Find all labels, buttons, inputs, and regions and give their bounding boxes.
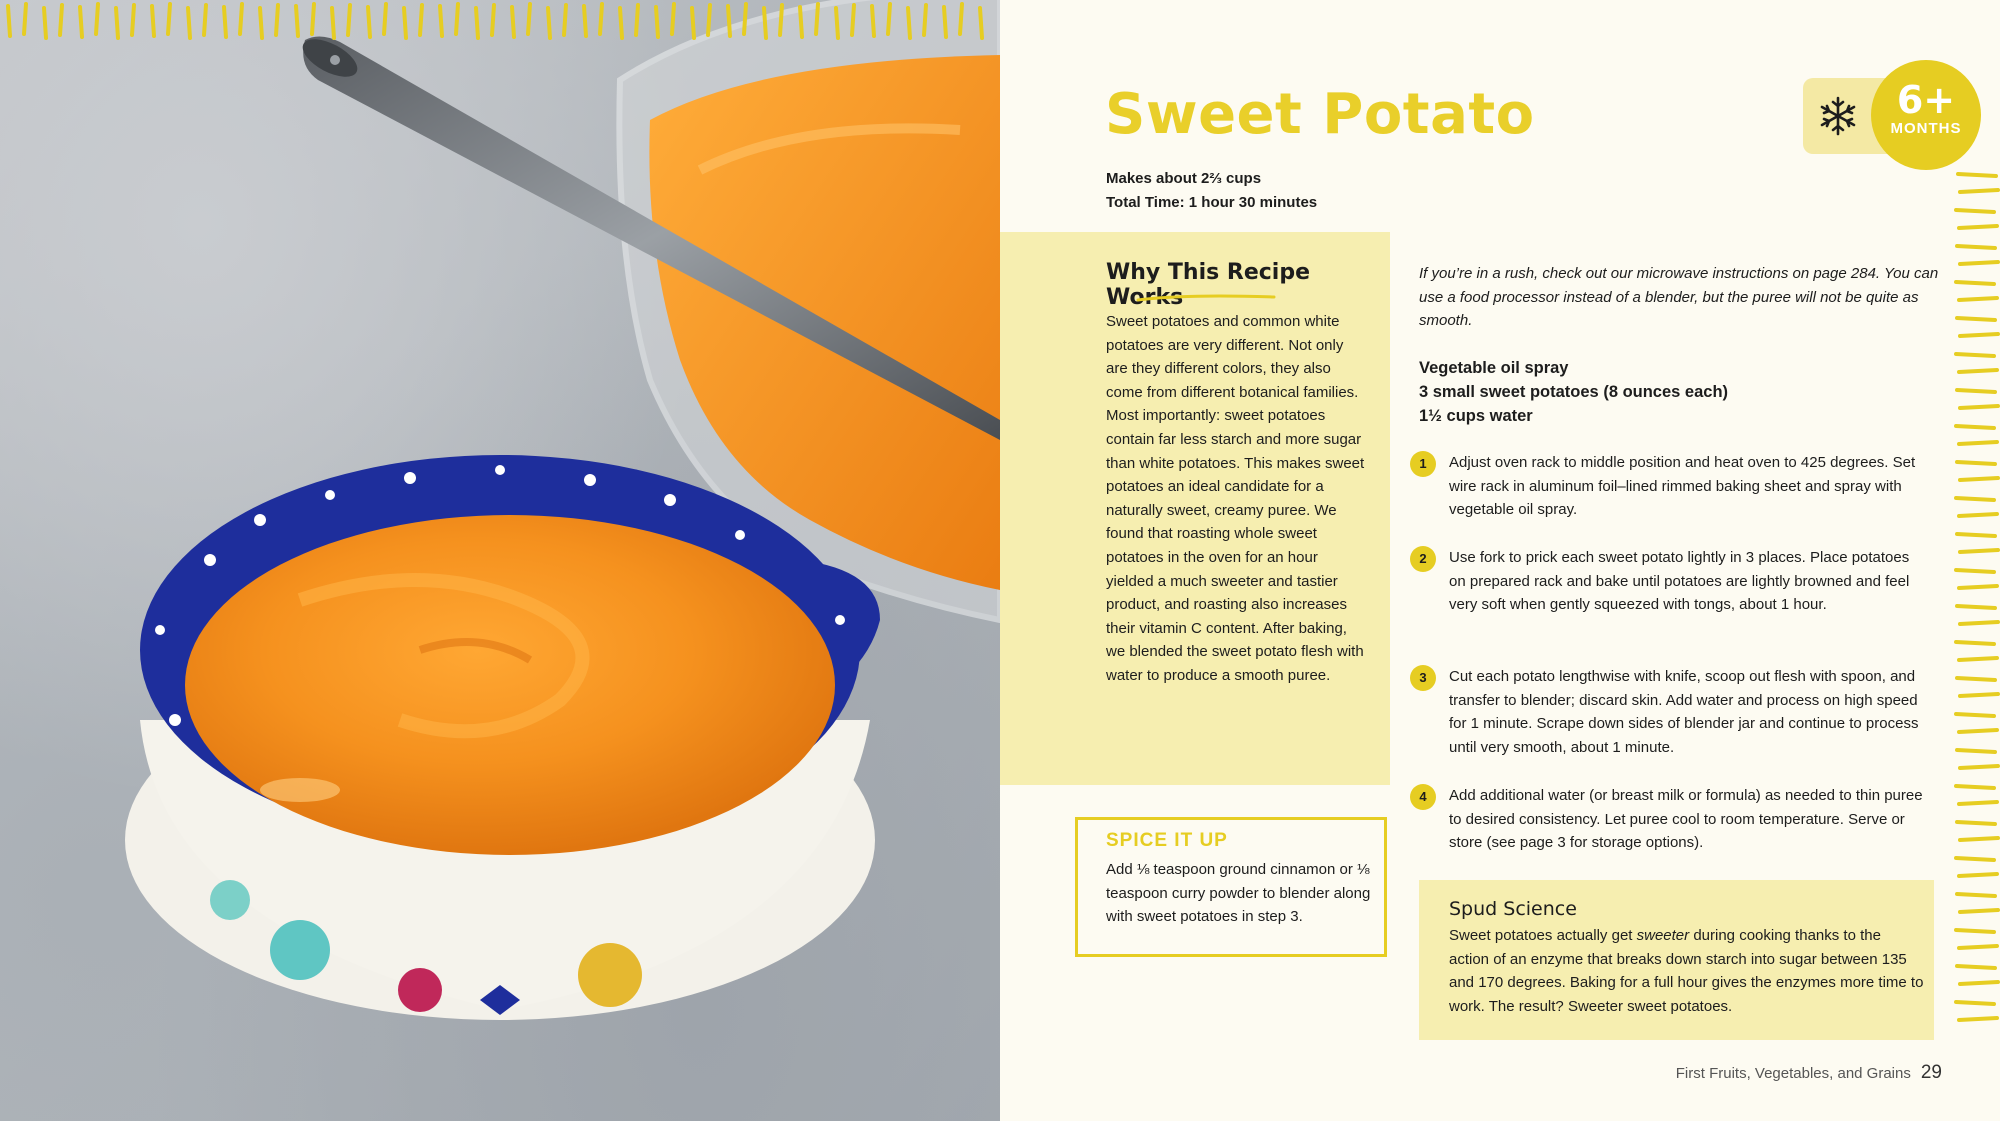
spice-text: Add ⅛ teaspoon ground cinnamon or ⅛ teaspoon curry powder to blender along with sweet potatoes in step 3. <box>1106 861 1371 926</box>
decorative-ticks-bottom <box>0 0 1000 40</box>
age-circle <box>1871 60 1981 170</box>
step-text: Cut each potato lengthwise with knife, scoop out flesh with spoon, and transfer to blender; discard skin. Add water and process on high speed for 1 minute. Scrape down sides of blender jar and continue to process until very smooth, about 1 minute. <box>1449 668 1919 756</box>
ingredient-item: 1½ cups water <box>1419 407 1533 425</box>
age-badge <box>1803 60 1981 170</box>
ingredient-list <box>1419 356 1728 428</box>
why-this-recipe-works-box <box>1000 232 1390 785</box>
recipe-yield: Makes about 2⅔ cups <box>1106 170 1262 187</box>
step-number: 3 <box>1410 665 1436 691</box>
spud-science-box <box>1419 880 1934 1040</box>
step-text: Add additional water (or breast milk or formula) as needed to thin puree to desired consistency. Let puree cool to room temperature. Serve or store (see page 3 for storage options). <box>1449 787 1923 852</box>
bowl <box>125 455 880 1020</box>
why-text: Sweet potatoes and common white potatoes are very different. Not only are they different colors, they also come from different botanical families. Most importantly: sweet potatoes contain far less starch and more sugar than white potatoes. This makes sweet potatoes an ideal candidate for a naturally sweet, creamy puree. We found that roasting whole sweet potatoes in the oven for an hour yielded a much sweeter and tastier product, and roasting also increases their vitamin C content. After baking, we blended the sweet potato flesh with water to produce a smooth puree. <box>1106 313 1365 684</box>
step-number: 2 <box>1410 546 1436 572</box>
step-1 <box>1410 451 1930 522</box>
step-2 <box>1410 546 1930 617</box>
spice-title: SPICE IT UP <box>1106 830 1228 851</box>
ingredient-item: 3 small sweet potatoes (8 ounces each) <box>1419 383 1729 401</box>
page-footer <box>1676 1062 1942 1084</box>
step-4 <box>1410 784 1930 855</box>
recipe-intro: If you’re in a rush, check out our microwave instructions on page 284. You can use a food processor instead of a blender, but the puree will not be quite as smooth. <box>1419 265 1939 330</box>
chapter-name: First Fruits, Vegetables, and Grains <box>1675 1065 1911 1082</box>
decorative-ticks-right <box>1952 170 2000 1040</box>
age-unit: MONTHS <box>1890 120 1962 137</box>
decorative-underline <box>1136 292 1276 304</box>
step-number: 4 <box>1410 784 1436 810</box>
step-3 <box>1410 665 1930 759</box>
step-number: 1 <box>1410 451 1436 477</box>
ingredient-item: Vegetable oil spray <box>1419 359 1569 377</box>
science-text-emphasis: sweeter <box>1636 927 1690 944</box>
science-title: Spud Science <box>1449 898 1577 920</box>
step-text: Adjust oven rack to middle position and heat oven to 425 degrees. Set wire rack in aluminum foil–lined rimmed baking sheet and spray with vegetable oil spray. <box>1449 454 1916 519</box>
spice-it-up-box <box>1075 817 1387 957</box>
step-text: Use fork to prick each sweet potato lightly in 3 places. Place potatoes on prepared rack and bake until potatoes are lightly browned and feel very soft when gently squeezed with tongs, about 1 hour. <box>1449 549 1910 614</box>
why-title: Why This Recipe Works <box>1106 260 1311 310</box>
science-text <box>1449 924 1924 1018</box>
snowflake-icon <box>1819 96 1857 136</box>
recipe-title: Sweet Potato <box>1105 82 1535 147</box>
page-number: 29 <box>1920 1062 1942 1083</box>
age-value: 6+ <box>1896 78 1956 122</box>
science-text-before: Sweet potatoes actually get <box>1449 927 1637 944</box>
recipe-total-time: Total Time: 1 hour 30 minutes <box>1106 194 1318 211</box>
science-text-after: during cooking thanks to the action of an enzyme that breaks down starch into sugar between 135 and 170 degrees. Baking for a full hour gives the enzymes more time to work. The result? Sweeter sweet potatoes. <box>1449 927 1924 1015</box>
